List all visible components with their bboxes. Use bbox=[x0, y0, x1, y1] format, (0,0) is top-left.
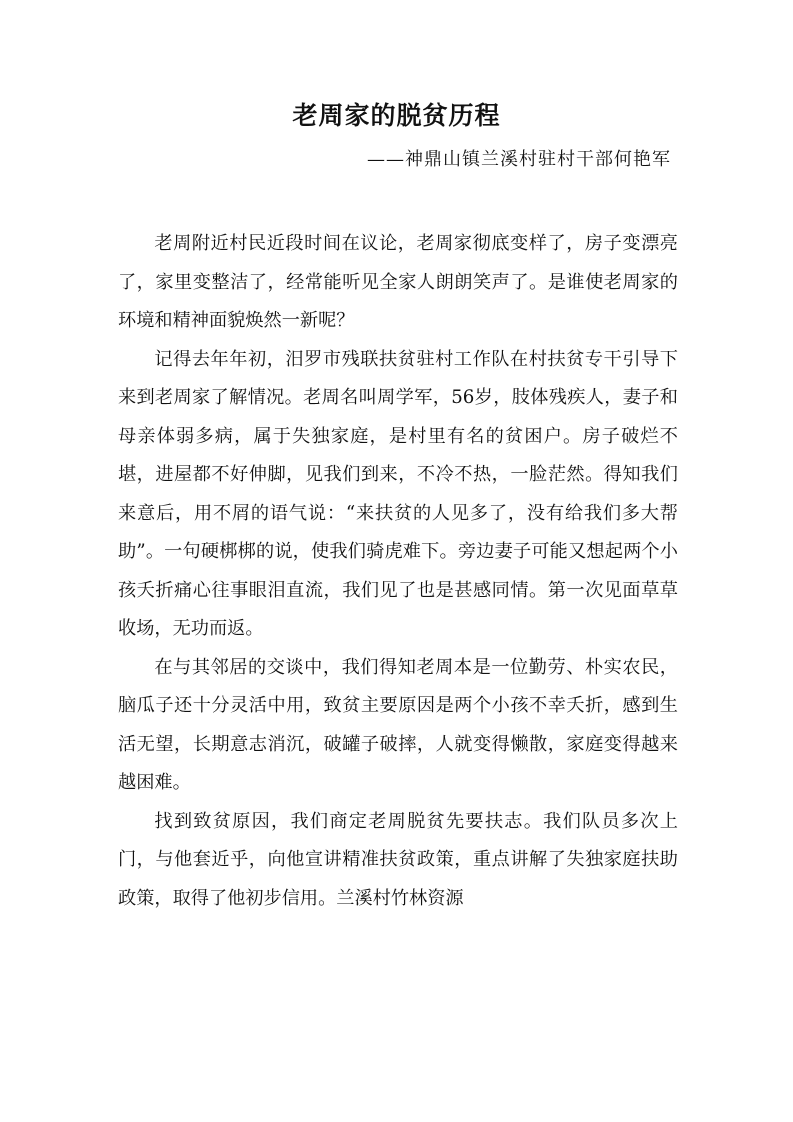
paragraph-3: 在与其邻居的交谈中，我们得知老周本是一位勤劳、朴实农民，脑瓜子还十分灵活中用，致贫主要原因是两个小孩不幸夭折，感到生活无望，长期意志消沉，破罐子破摔，人就变得懒散，家庭变得越来越困难。 bbox=[118, 656, 678, 793]
paragraph-1: 老周附近村民近段时间在议论，老周家彻底变样了，房子变漂亮了，家里变整洁了，经常能听见全家人朗朗笑声了。是谁使老周家的环境和精神面貌焕然一新呢？ bbox=[118, 233, 678, 331]
paragraph-2: 记得去年年初，汨罗市残联扶贫驻村工作队在村扶贫专干引导下来到老周家了解情况。老周名叫周学军，56岁，肢体残疾人，妻子和母亲体弱多病，属于失独家庭，是村里有名的贫困户。房子破烂不堪，进屋都不好伸脚，见我们到来，不冷不热，一脸茫然。得知我们来意后，用不屑的语气说：“来扶贫的人见多了，没有给我们多大帮助”。一句硬梆梆的说，使我们骑虎难下。旁边妻子可能又想起两个小孩夭折痛心往事眼泪直流，我们见了也是甚感同情。第一次见面草草收场，无功而返。 bbox=[118, 348, 678, 639]
article-body bbox=[118, 225, 678, 918]
document-title: 老周家的脱贫历程 bbox=[292, 101, 501, 130]
author-byline: ——神鼎山镇兰溪村驻村干部何艳军 bbox=[367, 149, 671, 170]
paragraph-4: 找到致贫原因，我们商定老周脱贫先要扶志。我们队员多次上门，与他套近乎，向他宣讲精准扶贫政策，重点讲解了失独家庭扶助政策，取得了他初步信用。兰溪村竹林资源 bbox=[118, 810, 678, 909]
